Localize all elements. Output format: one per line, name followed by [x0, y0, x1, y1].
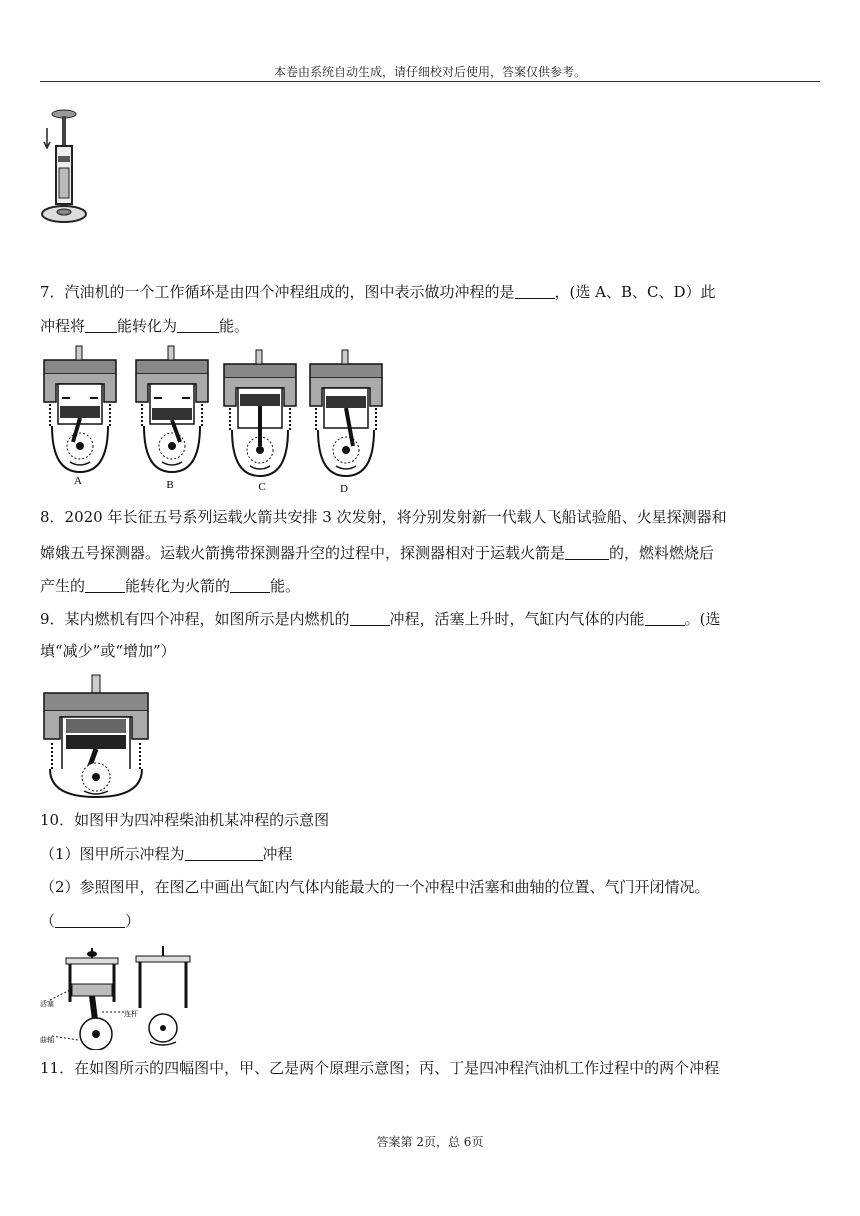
q10-blank-drawing[interactable] — [55, 912, 125, 928]
q7-line-2: 冲程将 能转化为 能。 — [40, 317, 250, 335]
engine-b — [136, 346, 208, 472]
label-piston: 活塞 — [40, 1000, 54, 1008]
air-pump-figure — [38, 108, 88, 230]
q9-blank-energy-change[interactable] — [645, 610, 685, 626]
q10-line-1: 10．如图甲为四冲程柴油机某冲程的示意图 — [40, 811, 330, 829]
q8-line-1: 8．2020 年长征五号系列运载火箭共安排 3 次发射，将分别发射新一代载人飞船试验船、火星探测器和 — [40, 508, 727, 526]
q9-line-1: 9．某内燃机有四个冲程，如图所示是内燃机的 冲程，活塞上升时，气缸内气体的内能 。(选 — [40, 610, 721, 628]
q9-line-2: 填“减少”或“增加”） — [40, 642, 176, 660]
engine-d — [310, 350, 382, 476]
page-header-notice: 本卷由系统自动生成，请仔细校对后使用，答案仅供参考。 — [273, 65, 586, 79]
q8-line-2: 嫦娥五号探测器。运载火箭携带探测器升空的过程中，探测器相对于运载火箭是 的，燃料燃烧后 — [40, 544, 715, 562]
q10-blank-stroke[interactable] — [185, 845, 263, 861]
q7-blank-energy-to[interactable] — [177, 317, 219, 333]
engine-label-a: A — [74, 475, 82, 487]
q7-line-1: 7．汽油机的一个工作循环是由四个冲程组成的，图中表示做功冲程的是 ，(选 A、B、C、D）此 — [40, 283, 716, 301]
label-connecting-rod: 连杆 — [124, 1010, 138, 1018]
q7-blank-energy-from[interactable] — [85, 317, 117, 333]
diagram-jia — [40, 948, 138, 1050]
q10-line-3: （2）参照图甲，在图乙中画出气缸内气体内能最大的一个冲程中活塞和曲轴的位置、气门开闭情况。 — [40, 878, 710, 896]
q8-line-3: 产生的 能转化为火箭的 能。 — [40, 577, 301, 595]
header-divider — [40, 81, 820, 82]
q8-blank-energy-from[interactable] — [85, 577, 125, 593]
q10-line-4: （ ） — [40, 912, 141, 930]
label-crankshaft: 曲轴 — [40, 1036, 54, 1044]
diesel-engine-figure — [40, 942, 200, 1050]
engine-label-d: D — [340, 483, 348, 495]
q8-blank-relative[interactable] — [565, 544, 609, 560]
engine-label-c: C — [258, 481, 266, 493]
engine-c — [224, 350, 296, 476]
four-stroke-engines-figure — [40, 342, 390, 498]
q11-line-1: 11．在如图所示的四幅图中，甲、乙是两个原理示意图；丙、丁是四冲程汽油机工作过程中的两个冲程 — [40, 1059, 720, 1077]
q7-blank-stroke[interactable] — [515, 283, 555, 299]
diagram-yi — [136, 946, 190, 1045]
page-footer: 答案第 2页，总 6页 — [376, 1135, 484, 1149]
q8-blank-energy-to[interactable] — [230, 577, 270, 593]
compression-engine-figure — [40, 673, 152, 799]
q10-line-2: （1）图甲所示冲程为 冲程 — [40, 845, 293, 863]
q9-blank-stroke[interactable] — [350, 610, 390, 626]
engine-label-b: B — [166, 479, 174, 491]
engine-a — [44, 346, 116, 472]
